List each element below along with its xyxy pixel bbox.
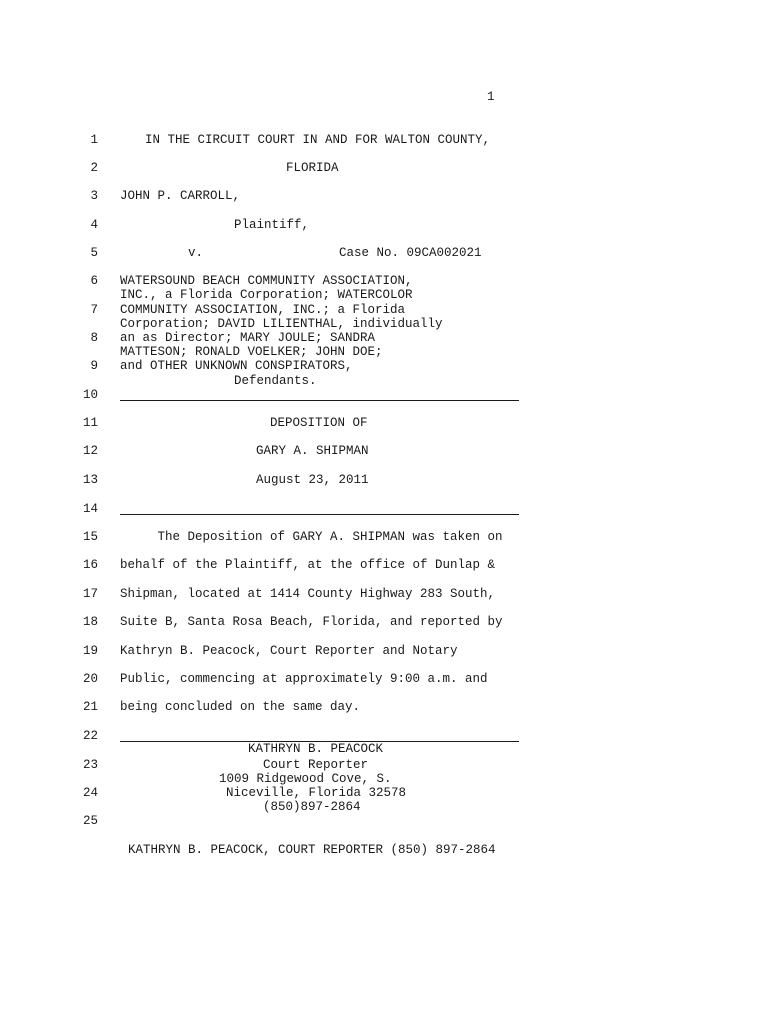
line-number: 12 [82,444,98,458]
reporter-name: KATHRYN B. PEACOCK [248,742,384,756]
body-line: Suite B, Santa Rosa Beach, Florida, and reported by [120,615,503,629]
body-line: Public, commencing at approximately 9:00 a.m. and [120,672,488,686]
deposition-heading: DEPOSITION OF [270,416,368,430]
line-number: 18 [82,615,98,629]
court-state: FLORIDA [286,161,339,175]
versus: v. [188,246,204,260]
plaintiff-name: JOHN P. CARROLL, [120,189,241,203]
reporter-phone: (850)897-2864 [263,800,361,814]
line-number: 21 [82,700,98,714]
page-number: 1 [487,90,495,104]
line-number: 2 [90,161,98,175]
line-number: 22 [82,729,98,743]
plaintiff-label: Plaintiff, [234,218,310,232]
line-number: 11 [82,416,98,430]
defendants-line: and OTHER UNKNOWN CONSPIRATORS, [120,359,353,373]
line-number: 3 [90,189,98,203]
deposition-date: August 23, 2011 [256,473,369,487]
line-number: 6 [90,274,98,288]
line-number: 19 [82,644,98,658]
line-number: 8 [90,331,98,345]
line-number: 24 [82,786,98,800]
line-number: 10 [82,388,98,402]
case-number: Case No. 09CA002021 [339,246,482,260]
defendants-line: INC., a Florida Corporation; WATERCOLOR [120,288,413,302]
line-number: 16 [82,558,98,572]
line-number: 5 [90,246,98,260]
defendants-line: COMMUNITY ASSOCIATION, INC.; a Florida [120,303,406,317]
line-number: 13 [82,473,98,487]
body-line: being concluded on the same day. [120,700,361,714]
page-footer: KATHRYN B. PEACOCK, COURT REPORTER (850) 897-2864 [128,843,496,857]
defendants-line: an as Director; MARY JOULE; SANDRA [120,331,376,345]
line-number: 15 [82,530,98,544]
reporter-address-line2: Niceville, Florida 32578 [226,786,407,800]
line-number: 20 [82,672,98,686]
reporter-address-line1: 1009 Ridgewood Cove, S. [219,772,392,786]
line-number: 23 [82,758,98,772]
defendants-line: MATTESON; RONALD VOELKER; JOHN DOE; [120,345,383,359]
defendants-label: Defendants. [234,374,317,388]
divider-rule [120,514,519,515]
line-number: 7 [90,303,98,317]
defendants-line: WATERSOUND BEACH COMMUNITY ASSOCIATION, [120,274,413,288]
line-number: 25 [82,814,98,828]
defendants-line: Corporation; DAVID LILIENTHAL, individually [120,317,443,331]
body-line: The Deposition of GARY A. SHIPMAN was taken on [120,530,503,544]
deponent-name: GARY A. SHIPMAN [256,444,369,458]
body-line: Kathryn B. Peacock, Court Reporter and Notary [120,644,458,658]
divider-rule [120,400,519,401]
line-number: 9 [90,359,98,373]
body-line: behalf of the Plaintiff, at the office of Dunlap & [120,558,496,572]
line-number: 1 [90,133,98,147]
reporter-title: Court Reporter [263,758,369,772]
line-number: 17 [82,587,98,601]
line-number: 4 [90,218,98,232]
body-line: Shipman, located at 1414 County Highway 283 South, [120,587,496,601]
line-number: 14 [82,502,98,516]
court-heading: IN THE CIRCUIT COURT IN AND FOR WALTON COUNTY, [145,133,491,147]
